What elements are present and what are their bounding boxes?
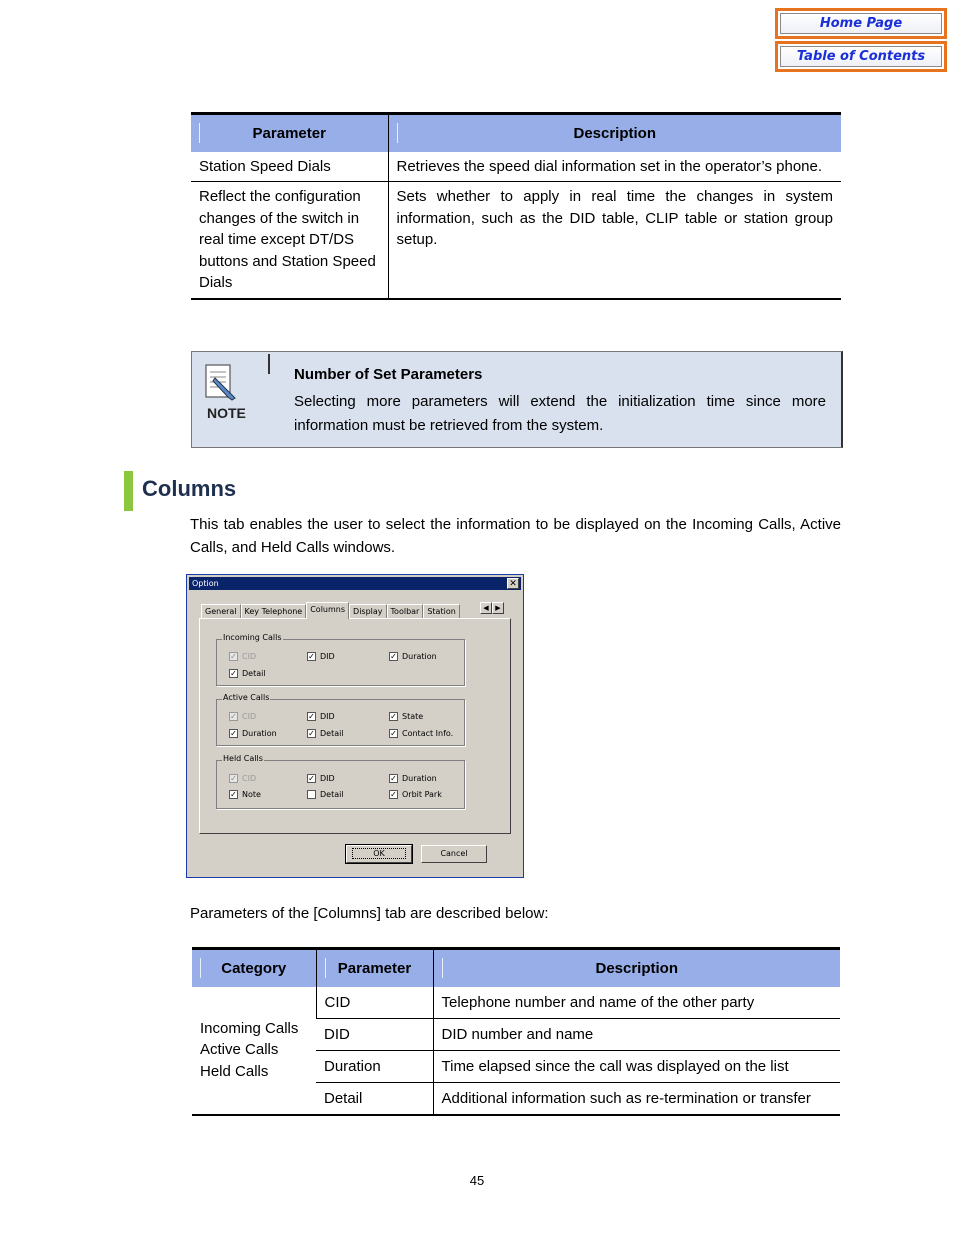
checkbox-cid[interactable]: ✓ CID [230,774,257,783]
home-page-button[interactable] [775,8,947,39]
check-icon: ✓ [230,712,237,721]
page-number: 45 [469,1173,485,1188]
tab-scroll-left-icon[interactable]: ◀ [480,602,492,614]
section-title: Columns [142,476,237,501]
checkbox-contact-info[interactable]: ✓ Contact Info. [390,729,454,738]
table-row [191,182,841,299]
group-active-calls [216,693,465,746]
tab-columns[interactable]: Columns [306,602,349,619]
checkbox-duration[interactable]: ✓ Duration [230,729,277,738]
group-label: Held Calls [223,754,263,763]
check-icon: ✓ [390,774,397,783]
header-parameter: Parameter [316,949,433,987]
desc-cell: Time elapsed since the call was displayed on the list [433,1050,840,1082]
group-label: Incoming Calls [223,633,282,642]
param-cell: Reflect the configuration changes of the switch in real time except DT/DS buttons and Station Speed Dials [191,182,388,299]
desc-cell: Telephone number and name of the other party [433,987,840,1019]
note-divider [268,354,270,374]
tab-display[interactable]: Display [349,604,387,619]
note-pencil-icon [205,364,237,407]
parameter-table [191,112,841,300]
checkbox-did[interactable]: ✓ DID [308,774,335,783]
check-icon: ✓ [390,652,397,661]
desc-cell: Additional information such as re-termination or transfer [433,1082,840,1115]
check-icon: ✓ [230,729,237,738]
tab-key-telephone[interactable]: Key Telephone [241,604,307,619]
header-parameter: Parameter [191,114,388,152]
param-cell: DID [316,1018,433,1050]
check-icon: ✓ [390,712,397,721]
home-page-label: Home Page [780,13,942,34]
note-title: Number of Set Parameters [294,366,483,383]
checkbox-cid[interactable]: ✓ CID [230,712,257,721]
group-incoming-calls [216,633,465,686]
section-intro: This tab enables the user to select the information to be displayed on the Incoming Calls, Active Calls, and Held Calls windows. [190,516,841,556]
checkbox-detail[interactable]: ✓ Detail [230,669,266,678]
note-label: NOTE [207,405,246,421]
check-icon: ✓ [308,652,315,661]
check-icon: ✓ [390,790,397,799]
table-row [192,987,840,1019]
close-icon[interactable]: ✕ [507,578,519,589]
columns-parameter-table [192,947,840,1116]
category-line: Held Calls [200,1062,269,1080]
option-dialog [186,574,524,878]
check-icon: ✓ [230,790,237,799]
note-body: Selecting more parameters will extend the initialization time since more information must be retrieved from the system. [294,393,826,434]
tab-scroll [480,602,504,614]
category-cell [192,987,316,1115]
checkbox-orbit-park[interactable]: ✓ Orbit Park [390,790,442,799]
section-accent-bar [124,471,133,511]
cancel-button[interactable]: Cancel [421,845,487,863]
param-cell: Detail [316,1082,433,1115]
checkbox-detail[interactable]: ✓ Detail [308,729,344,738]
dialog-tabs [201,602,460,619]
ok-button[interactable]: OK [346,845,412,863]
checkbox-did[interactable]: ✓ DID [308,712,335,721]
note-box [191,351,843,448]
checkbox-detail[interactable]: Detail [307,790,344,799]
check-icon: ✓ [230,669,237,678]
header-category: Category [192,949,316,987]
check-icon: ✓ [308,712,315,721]
desc-cell: Sets whether to apply in real time the changes in system information, such as the DID table, CLIP table or station group setup. [388,182,841,299]
param-cell: Duration [316,1050,433,1082]
desc-cell: Retrieves the speed dial information set in the operator’s phone. [388,152,841,182]
group-label: Active Calls [223,693,270,702]
checkbox-duration[interactable]: ✓ Duration [390,652,437,661]
category-line: Incoming Calls [200,1019,299,1037]
table-row [191,152,841,182]
category-line: Active Calls [200,1041,279,1059]
tab-general[interactable]: General [201,604,241,619]
table-of-contents-button[interactable] [775,41,947,72]
check-icon: ✓ [230,652,237,661]
checkbox-state[interactable]: ✓ State [390,712,424,721]
checkbox-cid[interactable]: ✓ CID [230,652,257,661]
group-held-calls [216,754,465,809]
tab-station[interactable]: Station [423,604,459,619]
table-caption: Parameters of the [Columns] tab are described below: [190,905,549,922]
check-icon: ✓ [308,774,315,783]
param-cell: CID [316,987,433,1019]
check-icon: ✓ [308,729,315,738]
check-icon: ✓ [230,774,237,783]
desc-cell: DID number and name [433,1018,840,1050]
header-description: Description [388,114,841,152]
tab-toolbar[interactable]: Toolbar [387,604,424,619]
tab-scroll-right-icon[interactable]: ▶ [492,602,504,614]
checkbox-did[interactable]: ✓ DID [308,652,335,661]
columns-panel [199,618,511,834]
table-of-contents-label: Table of Contents [780,46,942,67]
checkbox-note[interactable]: ✓ Note [230,790,261,799]
checkbox-duration[interactable]: ✓ Duration [390,774,437,783]
param-cell: Station Speed Dials [199,157,331,175]
check-icon: ✓ [390,729,397,738]
header-description: Description [433,949,840,987]
dialog-title: Option [192,579,219,588]
dialog-title-bar [189,577,521,590]
